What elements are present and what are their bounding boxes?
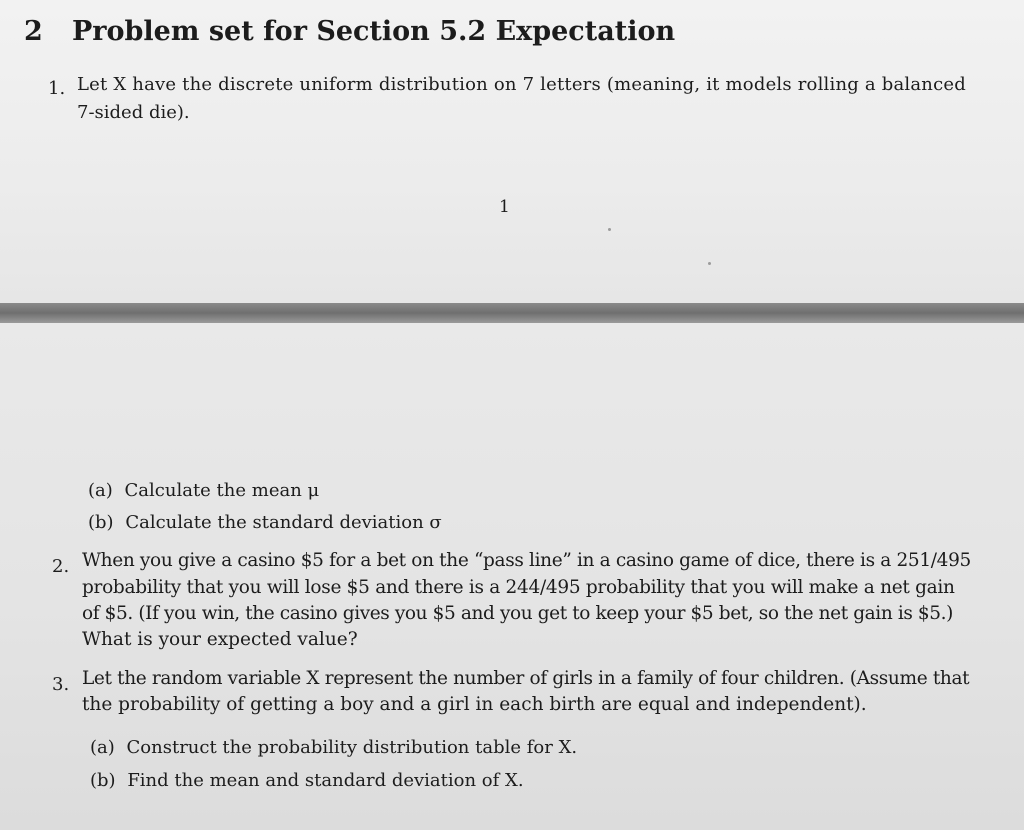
speck <box>708 262 711 265</box>
page-gap-bar <box>0 303 1024 323</box>
part-text: Construct the probability distribution table for X. <box>126 737 578 758</box>
speck <box>608 228 611 231</box>
part-label: (b) <box>90 770 116 791</box>
part-text: Find the mean and standard deviation of X. <box>127 770 524 791</box>
problem-text-line: of $5. (If you win, the casino gives you $5 and you get to keep your $5 bet, so the net gain is $5.) <box>82 603 953 624</box>
problem-part <box>90 770 524 791</box>
problem-text-line: When you give a casino $5 for a bet on the “pass line” in a casino game of dice, there is a 251/495 <box>82 550 971 571</box>
section-number: 2 <box>24 16 43 47</box>
problem-text-line: What is your expected value? <box>82 629 358 650</box>
part-text: Calculate the standard deviation σ <box>125 512 442 533</box>
page-number: 1 <box>499 197 510 217</box>
problem-number: 3. <box>52 674 70 695</box>
problem-number: 1. <box>48 78 66 99</box>
problem-part <box>88 512 442 533</box>
section-title: Problem set for Section 5.2 Expectation <box>72 16 676 47</box>
part-label: (a) <box>88 480 113 501</box>
problem-text-line: the probability of getting a boy and a girl in each birth are equal and independent). <box>82 694 867 715</box>
problem-text-line: Let X have the discrete uniform distribution on 7 letters (meaning, it models rolling a balanced <box>77 74 966 95</box>
problem-part <box>90 737 577 758</box>
problem-part <box>88 480 319 501</box>
part-label: (b) <box>88 512 114 533</box>
problem-text-line: Let the random variable X represent the number of girls in a family of four children. (Assume that <box>82 668 970 689</box>
problem-text-line: 7-sided die). <box>77 102 190 123</box>
part-label: (a) <box>90 737 115 758</box>
problem-number: 2. <box>52 556 70 577</box>
problem-text-line: probability that you will lose $5 and there is a 244/495 probability that you will make a net gain <box>82 577 955 598</box>
part-text: Calculate the mean μ <box>124 480 320 501</box>
